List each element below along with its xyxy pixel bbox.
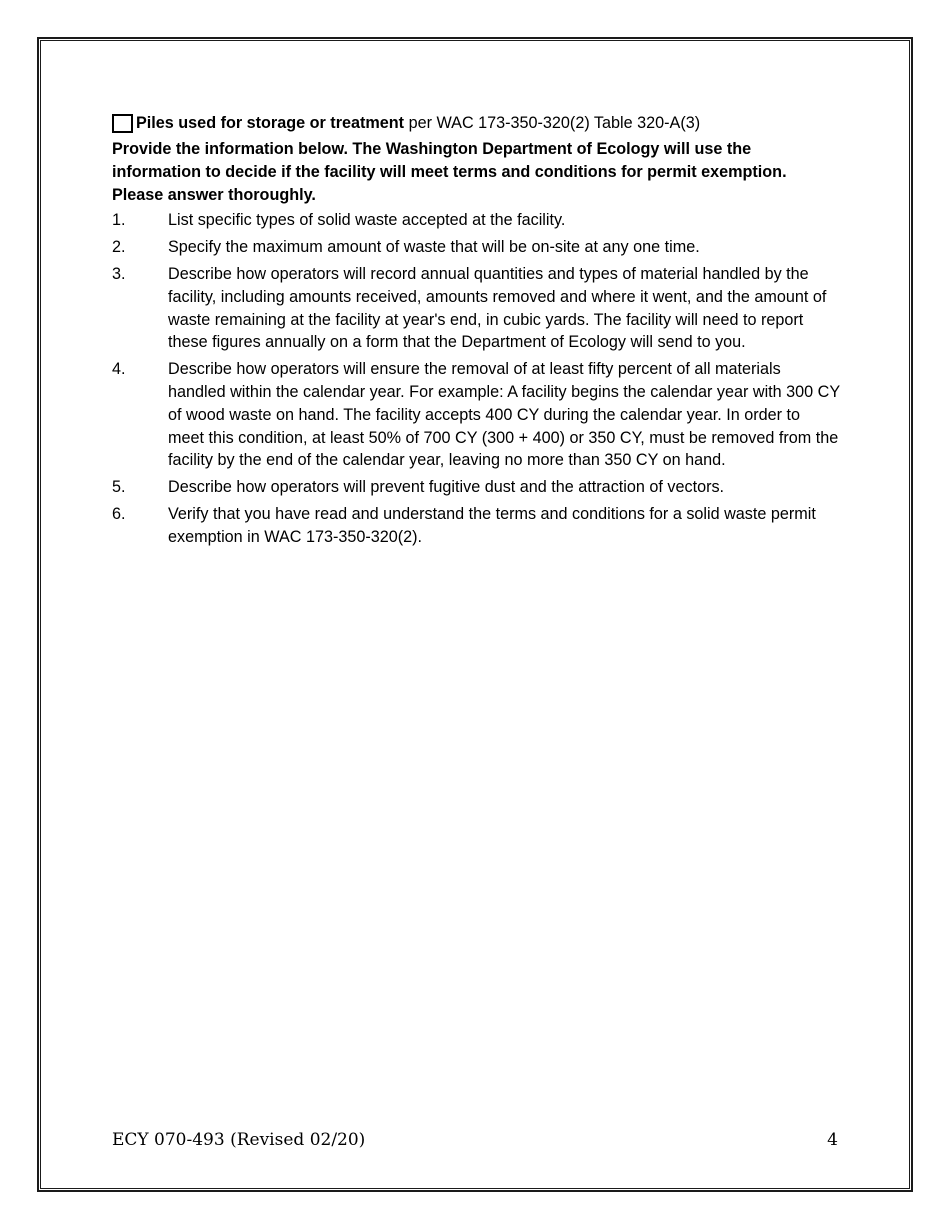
footer-form-id: ECY 070-493 (Revised 02/20) xyxy=(112,1130,366,1150)
question-item xyxy=(112,476,840,499)
form-section xyxy=(112,110,840,553)
question-text: List specific types of solid waste accepted at the facility. xyxy=(168,211,566,230)
question-item xyxy=(112,358,840,472)
question-number: 6. xyxy=(112,504,126,523)
section-heading xyxy=(112,110,840,136)
question-number: 1. xyxy=(112,211,126,230)
question-text: Describe how operators will ensure the removal of at least fifty percent of all materials handled within the calendar year. For example: A facility begins the calendar year with 300 CY of wood waste on hand. The facility accepts 400 CY during the calendar year. In order to meet this condition, at least 50% of 700 CY (300 + 400) or 350 CY, must be removed from the facility by the end of the calendar year, leaving no more than 350 CY on hand. xyxy=(168,360,840,470)
question-item xyxy=(112,209,840,232)
question-text: Specify the maximum amount of waste that will be on-site at any one time. xyxy=(168,238,700,257)
question-number: 2. xyxy=(112,238,126,257)
question-item xyxy=(112,503,840,549)
section-heading-rest: per WAC 173-350-320(2) Table 320-A(3) xyxy=(404,113,701,132)
section-heading-bold: Piles used for storage or treatment xyxy=(136,113,405,132)
question-number: 4. xyxy=(112,360,126,379)
piles-checkbox[interactable] xyxy=(112,114,133,133)
footer-page-number: 4 xyxy=(827,1130,838,1150)
question-number: 5. xyxy=(112,478,126,497)
question-item xyxy=(112,236,840,259)
question-item xyxy=(112,263,840,354)
intro-instructions: Provide the information below. The Washington Department of Ecology will use the information to decide if the facility will meet terms and conditions for permit exemption. Please answer thoroughly. xyxy=(112,140,787,204)
question-text: Describe how operators will record annual quantities and types of material handled by the facility, including amounts received, amounts removed and where it went, and the amount of waste remaining at the facility at year's end, in cubic yards. The facility will need to report these figures annually on a form that the Department of Ecology will send to you. xyxy=(168,264,827,352)
question-list xyxy=(112,209,840,548)
question-text: Describe how operators will prevent fugitive dust and the attraction of vectors. xyxy=(168,478,725,497)
question-text: Verify that you have read and understand the terms and conditions for a solid waste permit exemption in WAC 173-350-320(2). xyxy=(168,504,816,546)
question-number: 3. xyxy=(112,264,126,283)
